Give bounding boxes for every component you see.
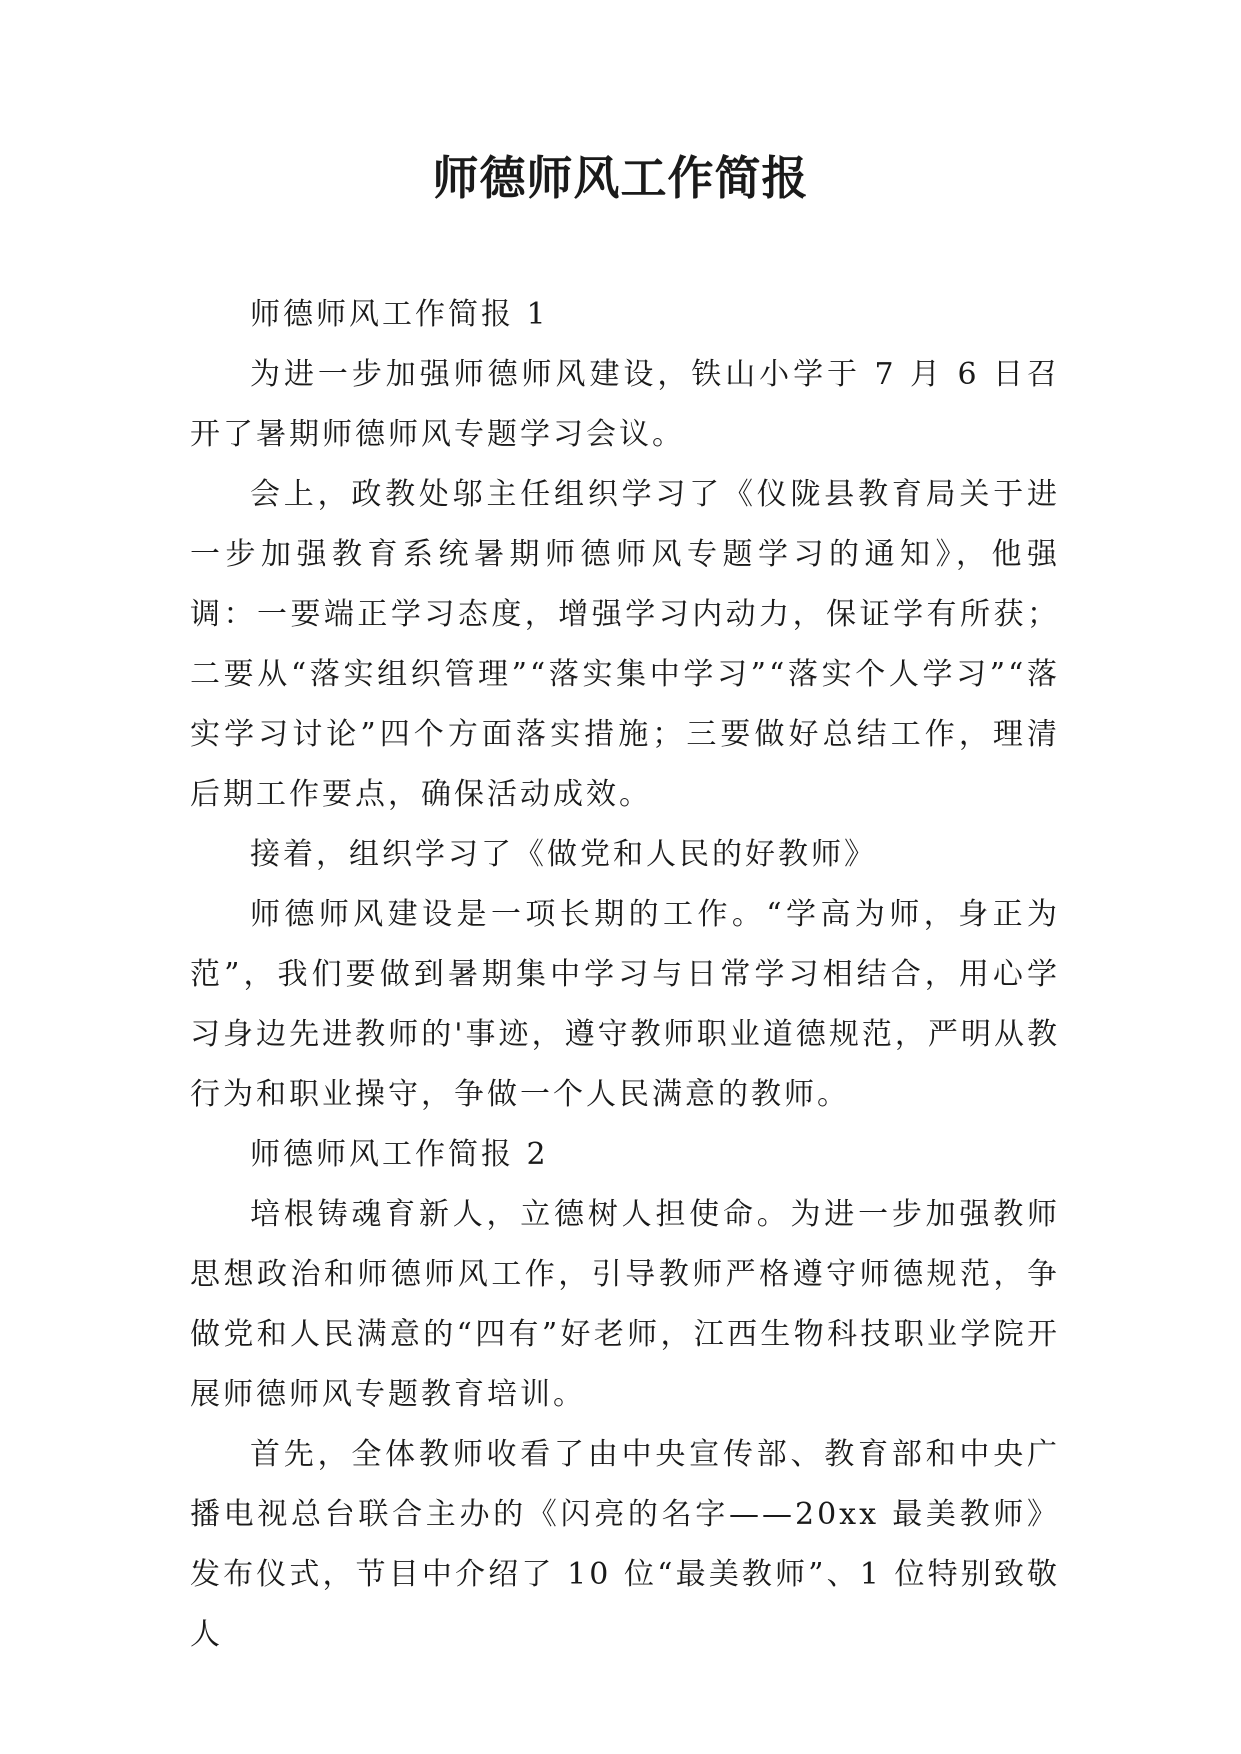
paragraph: 首先，全体教师收看了由中央宣传部、教育部和中央广播电视总台联合主办的《闪亮的名字——20xx 最美教师》发布仪式，节目中介绍了 10 位“最美教师”、1 位特别致敬人 bbox=[190, 1437, 1060, 1652]
document-title: 师德师风工作简报 bbox=[432, 151, 809, 205]
paragraph: 接着，组织学习了《做党和人民的好教师》 bbox=[250, 837, 877, 872]
section-heading-1: 师德师风工作简报 1 bbox=[250, 297, 549, 332]
paragraph: 为进一步加强师德师风建设，铁山小学于 7 月 6 日召开了暑期师德师风专题学习会议。 bbox=[190, 357, 1060, 452]
paragraph: 培根铸魂育新人，立德树人担使命。为进一步加强教师思想政治和师德师风工作，引导教师严格遵守师德规范，争做党和人民满意的“四有”好老师，江西生物科技职业学院开展师德师风专题教育培训。 bbox=[190, 1197, 1060, 1412]
paragraph: 会上，政教处邬主任组织学习了《仪陇县教育局关于进一步加强教育系统暑期师德师风专题学习的通知》，他强调：一要端正学习态度，增强学习内动力，保证学有所获；二要从“落实组织管理”“落实集中学习”“落实个人学习”“落实学习讨论”四个方面落实措施；三要做好总结工作，理清后期工作要点，确保活动成效。 bbox=[190, 477, 1060, 812]
section-heading-2: 师德师风工作简报 2 bbox=[250, 1137, 549, 1172]
document-body bbox=[190, 285, 1060, 1665]
paragraph: 师德师风建设是一项长期的工作。“学高为师，身正为范”，我们要做到暑期集中学习与日常学习相结合，用心学习身边先进教师的'事迹，遵守教师职业道德规范，严明从教行为和职业操守，争做一个人民满意的教师。 bbox=[190, 897, 1060, 1112]
